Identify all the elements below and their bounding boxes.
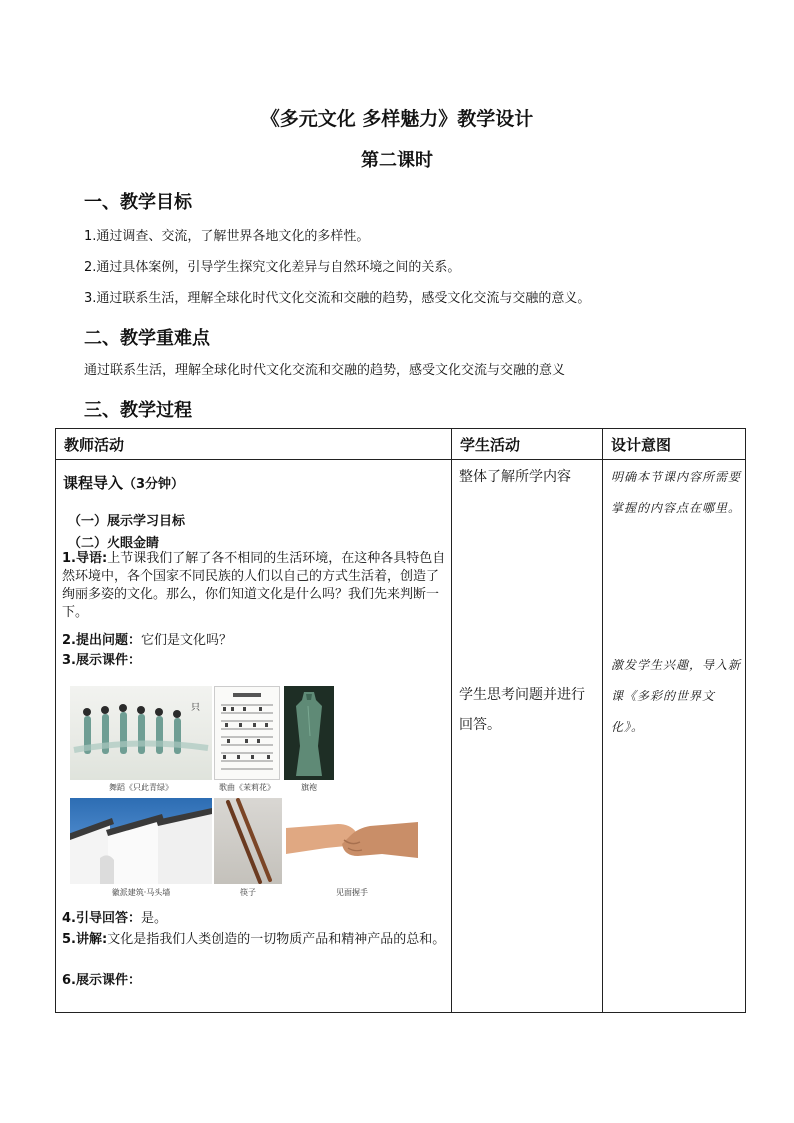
lesson-title: [63, 472, 184, 493]
image-caption: 筷子: [240, 888, 256, 897]
goal-item: 2.通过具体案例，引导学生探究文化差异与自然环境之间的关系。: [84, 260, 461, 275]
goal-item: 3.通过联系生活，理解全球化时代文化交流和交融的趋势，感受文化交流与交融的意义。: [84, 291, 591, 306]
table-header-row: [56, 429, 746, 460]
document-subtitle: 第二课时: [361, 150, 433, 171]
step-label: 6.展示课件：: [62, 973, 141, 988]
step-guide-answer: [62, 910, 446, 928]
dance-image: [70, 686, 212, 780]
step-text: 是。: [140, 911, 167, 926]
heading-teaching-goals: 一、教学目标: [84, 192, 192, 213]
header-teacher-activity: 教师活动: [56, 429, 452, 460]
step-show-slides: [62, 652, 446, 670]
handshake-image: [286, 798, 418, 884]
step-show-slides-2: [62, 972, 446, 990]
student-activity-cell: [452, 460, 603, 1013]
goal-item: 1.通过调查、交流，了解世界各地文化的多样性。: [84, 229, 370, 244]
table-row: [56, 460, 746, 1013]
step-label: 1.导语:: [62, 551, 108, 566]
heading-teaching-process: 三、教学过程: [84, 400, 192, 421]
qipao-image: [284, 686, 334, 780]
hui-architecture-image: [70, 798, 212, 884]
step-label: 3.展示课件：: [62, 653, 141, 668]
step-explanation: [62, 931, 446, 949]
step-text: 上节课我们了解了各不相同的生活环境，在这种各具特色自然环境中，各个国家不同民族的人们以自己的方式生活着，创造了绚丽多姿的文化。那么，你们知道文化是什么吗？我们先来判断一下。: [62, 551, 446, 620]
student-activity-text: 整体了解所学内容: [459, 469, 571, 485]
step-label: 5.讲解:: [62, 932, 108, 947]
design-intent-cell: [603, 460, 746, 1013]
lesson-duration: （3分钟）: [123, 477, 185, 492]
heading-key-points: 二、教学重难点: [84, 328, 210, 349]
image-caption: 歌曲《茉莉花》: [219, 783, 275, 792]
student-activity-text: 学生思考问题并进行回答。: [459, 687, 585, 733]
key-points-text: 通过联系生活，理解全球化时代文化交流和交融的趋势，感受文化交流与交融的意义: [84, 363, 566, 378]
step-text: 文化是指我们人类创造的一切物质产品和精神产品的总和。: [107, 932, 446, 947]
step-question: [62, 632, 446, 650]
header-student-activity: 学生活动: [452, 429, 603, 460]
subsection-show-goals: （一）展示学习目标: [68, 514, 186, 529]
header-design-intent: 设计意图: [603, 429, 746, 460]
step-text: 它们是文化吗？: [140, 633, 232, 648]
teacher-activity-cell: [56, 460, 452, 1013]
image-caption: 旗袍: [301, 783, 317, 792]
document-title: 《多元文化 多样魅力》教学设计: [260, 108, 534, 130]
lesson-title-text: 课程导入: [63, 474, 124, 492]
design-intent-text: 激发学生兴趣，导入新课《多彩的世界文化》。: [611, 658, 742, 734]
subsection-sharp-eyes: （二）火眼金睛: [68, 536, 160, 551]
chopsticks-image: [214, 798, 282, 884]
music-score-image: [214, 686, 280, 780]
image-caption: 徽派建筑·马头墙: [111, 888, 171, 897]
step-introduction: [62, 550, 446, 622]
step-label: 4.引导回答：: [62, 911, 141, 926]
image-caption: 舞蹈《只此青绿》: [109, 783, 173, 792]
design-intent-text: 明确本节课内容所需要掌握的内容点在哪里。: [611, 470, 742, 515]
step-label: 2.提出问题：: [62, 633, 141, 648]
teaching-process-table: [55, 428, 746, 1013]
svg-text:只: 只: [189, 702, 199, 711]
image-caption: 见面握手: [336, 888, 368, 897]
